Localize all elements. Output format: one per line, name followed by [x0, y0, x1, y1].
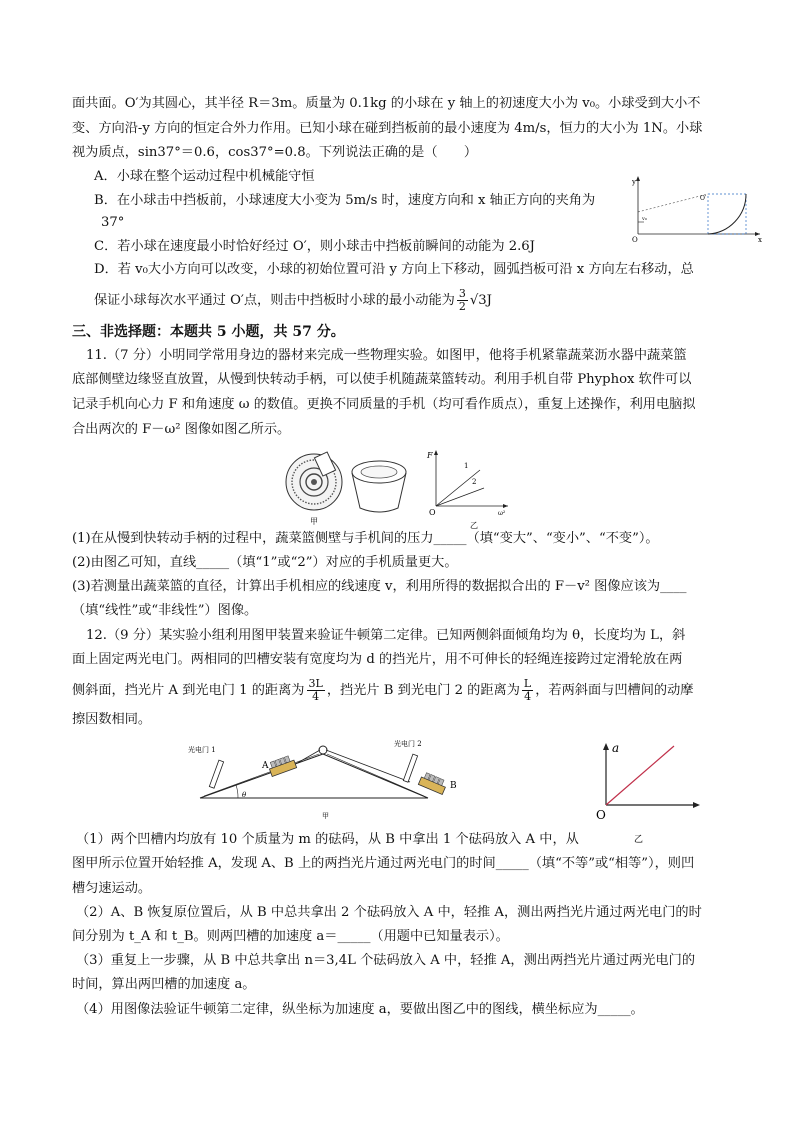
q11-sub-2: (2)由图乙可知，直线_____（填“1”或“2”）对应的手机质量更大。 [72, 555, 458, 570]
q10-option-c: C．若小球在速度最小时恰好经过 O′，则小球击中挡板前瞬间的动能为 2.6J [94, 239, 535, 254]
fig-theta-label: θ [242, 791, 247, 799]
fraction-denominator: 4 [524, 690, 532, 703]
q11-figure-jia [284, 446, 414, 528]
q10-line-3: 视为质点，sin37°＝0.6，cos37°=0.8。下列说法正确的是（ ） [72, 145, 478, 160]
fig-center-label: O′ [700, 195, 707, 202]
q12-fraction-3l-4 [307, 678, 325, 703]
q12-sub-4: （4）用图像法验证牛顿第二定律，纵坐标为加速度 a，要做出图乙中的图线，横坐标应为_____。 [76, 1002, 644, 1017]
q12-line-4: 擦因数相同。 [72, 712, 152, 727]
q11-line-2: 底部侧壁边缘竖直放置，从慢到快转动手柄，可以使手机随蔬菜篮转动。利用手机自带 Phyphox 软件可以 [72, 372, 692, 387]
fig-v0-label: v₀ [642, 216, 647, 222]
q11-sub-3-cont: （填“线性”或“非线性”）图像。 [72, 603, 258, 618]
q10-figure [628, 172, 764, 244]
graph-origin-label: O [596, 808, 606, 822]
q10-option-d-text: 保证小球每次水平通过 O′点，则击中挡板时小球的最小动能为 [94, 293, 455, 308]
section-3-heading: 三、非选择题：本题共 5 小题，共 57 分。 [72, 324, 345, 340]
q12-line-3-text-a: 侧斜面，挡光片 A 到光电门 1 的距离为 [72, 683, 305, 698]
fraction-denominator: 4 [312, 690, 320, 703]
fig-b-label: B [450, 781, 457, 791]
fig-yi-caption: 乙 [634, 835, 644, 844]
graph-origin-label: O [429, 508, 436, 517]
fig-a-label: A [262, 761, 269, 771]
q12-sub-1-line-2: 图甲所示位置开始轻推 A，发现 A、B 上的两挡光片通过两光电门的时间_____（填“不等”或“相等”），则凹 [72, 856, 695, 871]
graph-x-label: ω² [498, 510, 506, 517]
q12-figure-yi-graph [592, 740, 702, 844]
graph-a-label: a [612, 741, 620, 755]
fraction-numerator: 3L [308, 677, 323, 690]
q10-option-d-line-1: D．若 v₀大小方向可以改变，小球的初始位置可沿 y 方向上下移动，圆弧挡板可沿 x 方向左右移动，总 [94, 262, 694, 277]
q11-line-1: 11.（7 分）小明同学常用身边的器材来完成一些物理实验。如图甲，他将手机紧靠蔬菜沥水器中蔬菜篮 [86, 348, 687, 363]
q10-option-a: A．小球在整个运动过程中机械能守恒 [94, 169, 315, 184]
fraction-denominator: 2 [458, 300, 466, 313]
fraction-numerator: L [523, 677, 532, 690]
q12-sub-1-line-3: 槽匀速运动。 [72, 881, 152, 896]
q10-option-b-line-1: B．在小球击中挡板前，小球速度大小变为 5m/s 时，速度方向和 x 轴正方向的夹角为 [94, 193, 596, 208]
q10-line-1: 面共面。O′为其圆心，其半径 R＝3m。质量为 0.1kg 的小球在 y 轴上的初速度大小为 v₀。小球受到大小不 [72, 96, 701, 111]
fig-x-label: x [758, 236, 762, 244]
fig-origin-label: O [632, 236, 638, 244]
q12-sub-2-line-2: 间分别为 t_A 和 t_B。则两凹槽的加速度 a＝_____（用题中已知量表示）。 [72, 929, 509, 944]
fig-y-label: y [632, 178, 636, 186]
graph-line-1-label: 1 [464, 462, 469, 470]
q10-option-d-line-2 [94, 288, 754, 313]
q10-line-2: 变、方向沿-y 方向的恒定合外力作用。已知小球在碰到挡板前的最小速度为 4m/s，恒力的大小为 1N。小球 [72, 121, 703, 136]
fig-jia-caption: 甲 [310, 517, 318, 526]
q11-line-3: 记录手机向心力 F 和角速度 ω 的数值。更换不同质量的手机（均可看作质点），重复上述操作，利用电脑拟 [72, 397, 696, 412]
q12-line-3-text-c: ，若两斜面与凹槽间的动摩 [535, 683, 694, 698]
fig-yi-caption: 乙 [470, 521, 478, 530]
graph-f-label: F [427, 451, 433, 460]
fraction-numerator: 3 [458, 287, 466, 300]
q12-line-3-text-b: ，挡光片 B 到光电门 2 的距离为 [326, 683, 520, 698]
fig-jia-caption: 甲 [322, 812, 329, 820]
q12-sub-3-line-2: 时间，算出两凹槽的加速度 a。 [72, 977, 256, 992]
q12-line-1: 12.（9 分）某实验小组利用图甲装置来验证牛顿第二定律。已知两侧斜面倾角均为 θ，长度均为 L，斜 [86, 628, 686, 643]
q12-line-2: 面上固定两光电门。两相同的凹槽安装有宽度均为 d 的挡光片，用不可伸长的轻绳连接跨过定滑轮放在两 [72, 652, 683, 667]
graph-line-2-label: 2 [472, 478, 477, 486]
q12-sub-3-line-1: （3）重复上一步骤，从 B 中总共拿出 n＝3,4L 个砝码放入 A 中，轻推 A，测出两挡光片通过两光电门的 [76, 953, 696, 968]
q12-sub-1-line-1: （1）两个凹槽内均放有 10 个质量为 m 的砝码，从 B 中拿出 1 个砝码放入 A 中，从 [76, 832, 579, 847]
fig-gate-2-label: 光电门 2 [394, 740, 422, 748]
q11-figure-yi-graph [424, 448, 512, 530]
q12-sub-2-line-1: （2）A、B 恢复原位置后，从 B 中总共拿出 2 个砝码放入 A 中，轻推 A，测出两挡光片通过两光电门的时 [76, 905, 702, 920]
fig-gate-1-label: 光电门 1 [188, 746, 216, 754]
q11-line-4: 合出两次的 F－ω² 图像如图乙所示。 [72, 422, 291, 437]
q12-figure-jia [188, 736, 478, 822]
q10-option-d-fraction [457, 288, 468, 313]
q10-option-b-line-2: 37° [101, 215, 125, 230]
q12-fraction-l-4 [522, 678, 533, 703]
q11-sub-1: (1)在从慢到快转动手柄的过程中，蔬菜篮侧壁与手机间的压力_____（填“变大”、“变小”、“不变”）。 [72, 531, 659, 546]
q10-option-d-value: √3J [469, 293, 492, 308]
q11-sub-3: (3)若测量出蔬菜篮的直径，计算出手机相应的线速度 v，利用所得的数据拟合出的 F－v² 图像应该为____ [72, 579, 687, 594]
q12-line-3 [72, 678, 732, 703]
